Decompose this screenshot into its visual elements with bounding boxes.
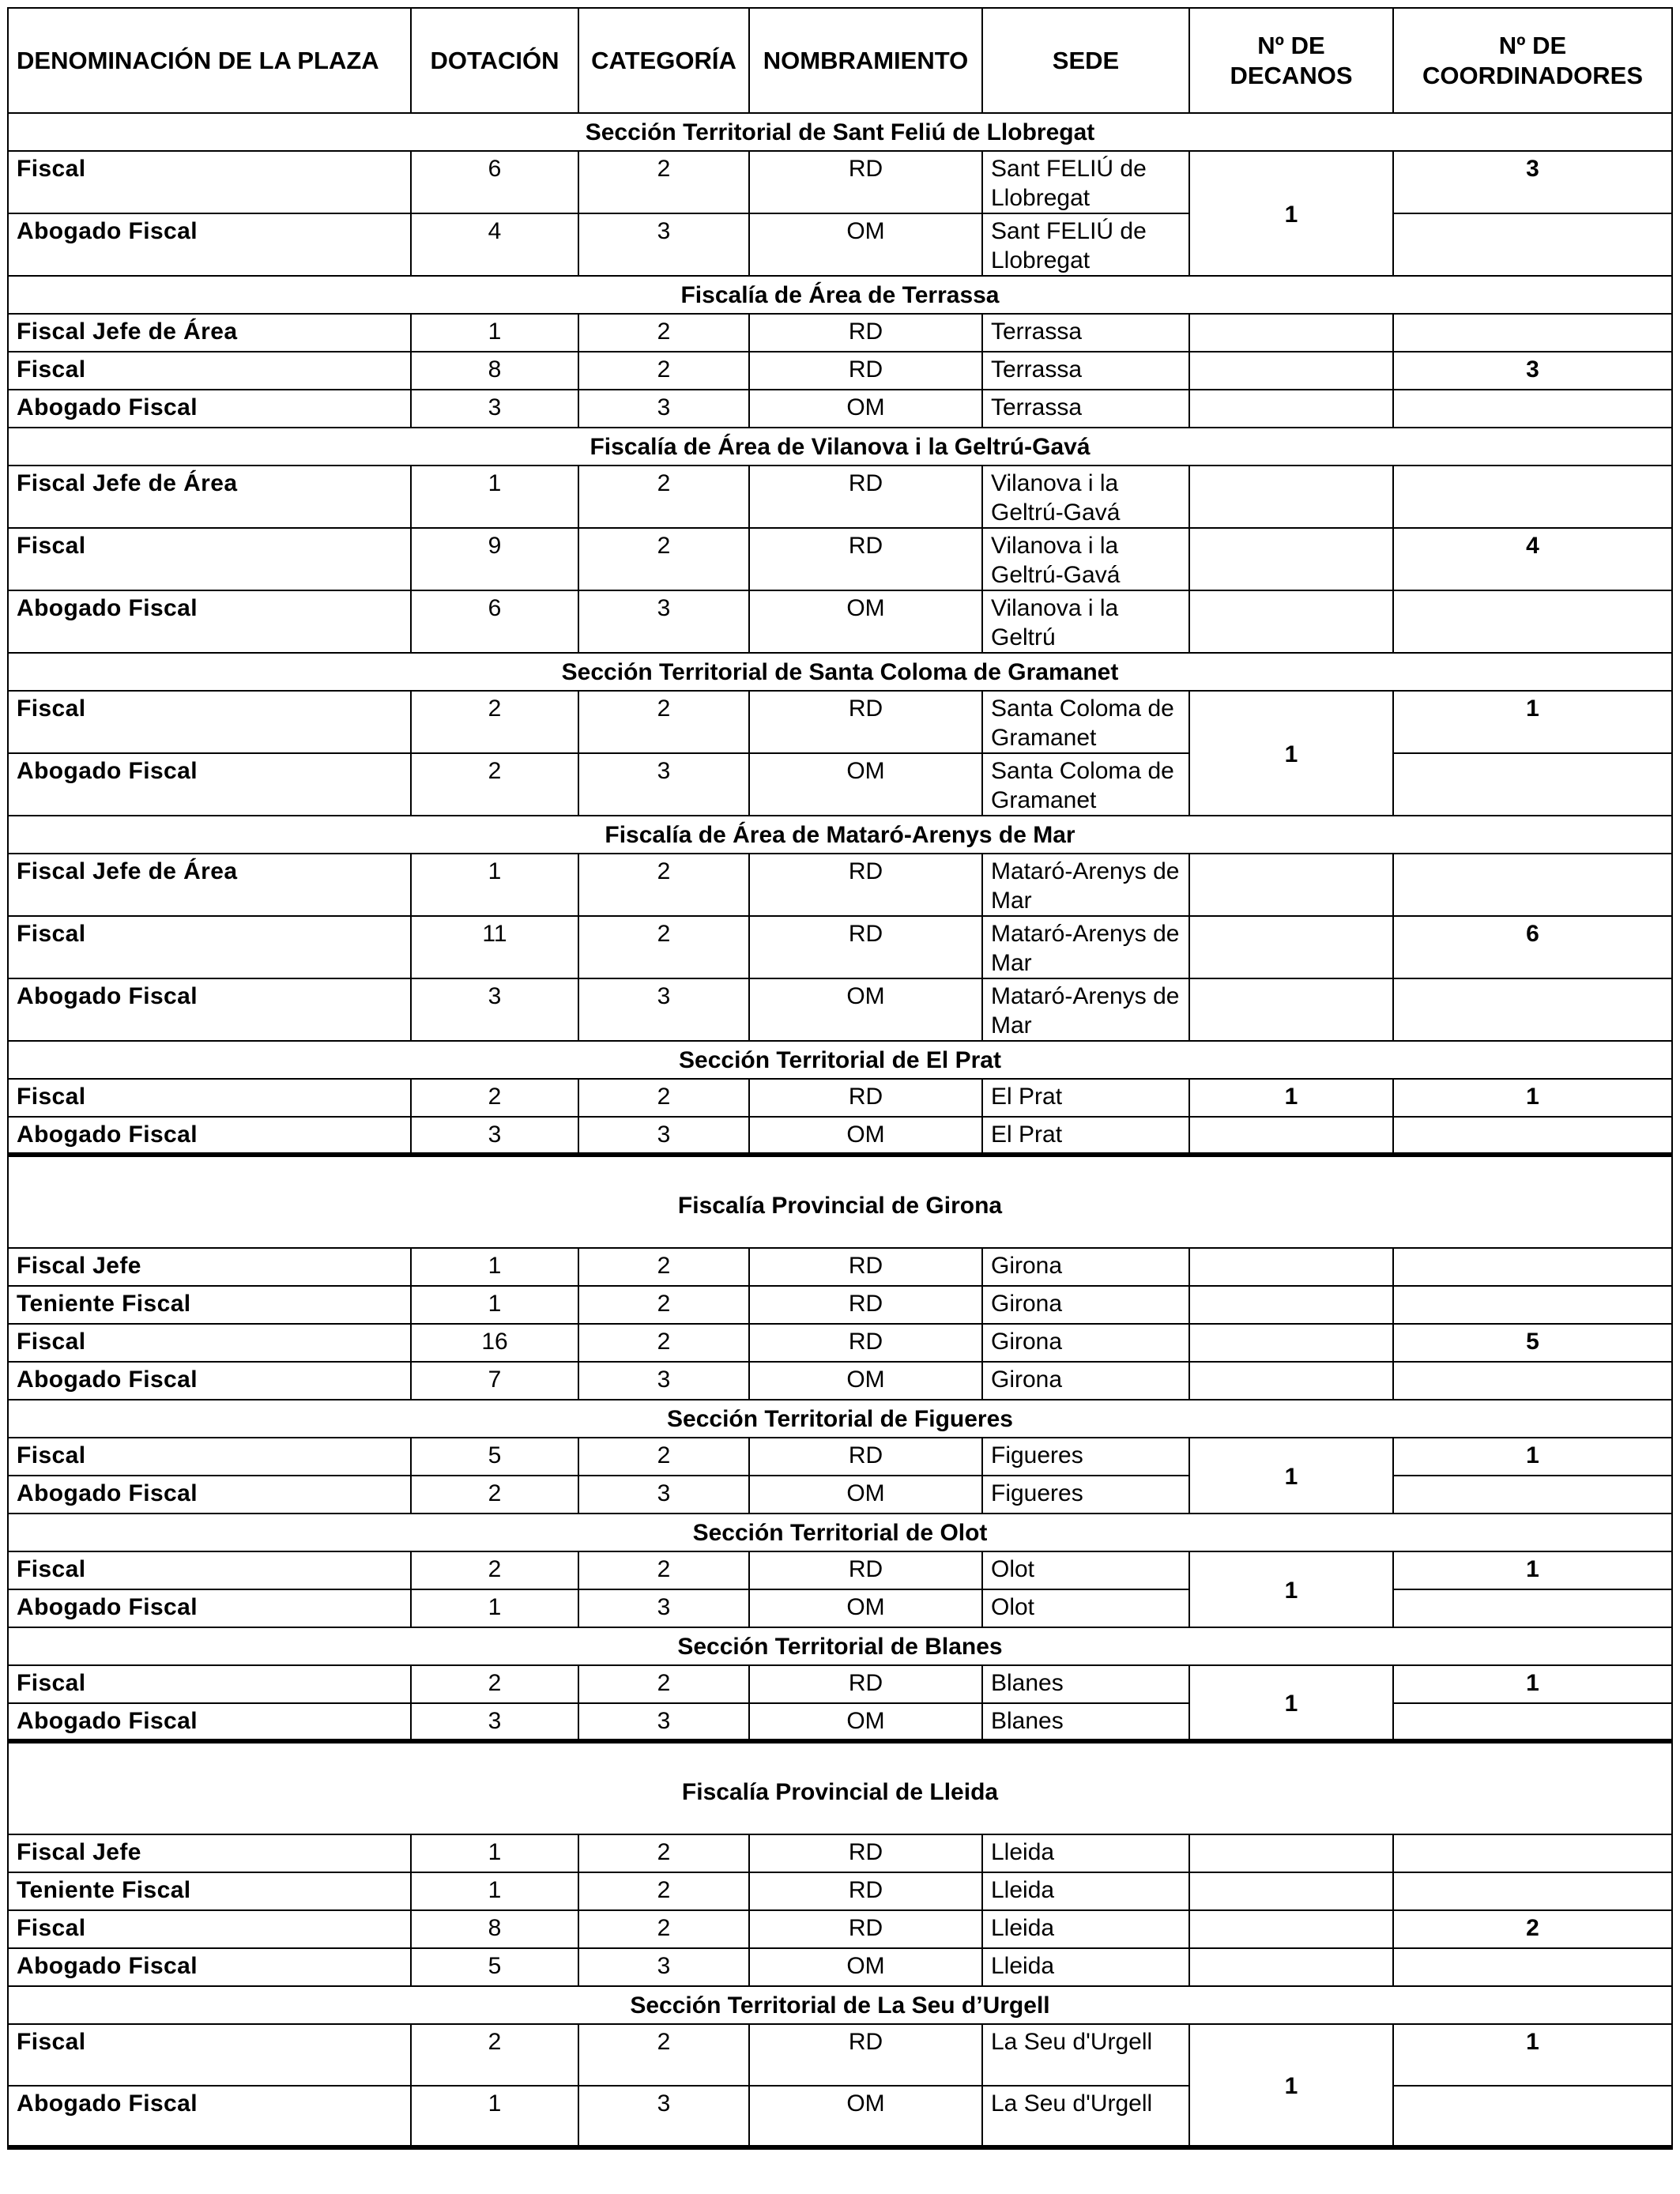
nombramiento-cell: RD	[749, 1438, 982, 1476]
sede-cell: Girona	[982, 1248, 1189, 1286]
table-row	[8, 1248, 1672, 1286]
nombramiento-cell: RD	[749, 314, 982, 352]
coordinadores-cell	[1393, 1362, 1672, 1400]
section-title-row	[8, 816, 1672, 854]
table-row	[8, 590, 1672, 653]
sede-cell: Figueres	[982, 1438, 1189, 1476]
dotacion-cell: 4	[411, 213, 578, 276]
categoria-cell: 2	[578, 691, 749, 753]
header-categoria: CATEGORÍA	[578, 8, 749, 113]
categoria-cell: 2	[578, 1324, 749, 1362]
nombramiento-cell: RD	[749, 1910, 982, 1948]
nombramiento-cell: OM	[749, 213, 982, 276]
plaza-cell: Fiscal Jefe	[8, 1248, 411, 1286]
table-row	[8, 1551, 1672, 1589]
coordinadores-cell	[1393, 1872, 1672, 1910]
decanos-cell: 1	[1189, 2024, 1393, 2147]
dotacion-cell: 1	[411, 466, 578, 528]
dotacion-cell: 1	[411, 2086, 578, 2147]
categoria-cell: 2	[578, 916, 749, 978]
plaza-cell: Fiscal	[8, 2024, 411, 2086]
plaza-cell: Fiscal	[8, 1438, 411, 1476]
coordinadores-cell	[1393, 1589, 1672, 1627]
categoria-cell: 3	[578, 1117, 749, 1155]
sede-cell: Blanes	[982, 1665, 1189, 1703]
decanos-cell	[1189, 1362, 1393, 1400]
section-title: Sección Territorial de La Seu d’Urgell	[8, 1986, 1672, 2024]
plaza-cell: Abogado Fiscal	[8, 590, 411, 653]
nombramiento-cell: RD	[749, 1872, 982, 1910]
categoria-cell: 2	[578, 2024, 749, 2086]
decanos-cell	[1189, 390, 1393, 428]
section-title: Fiscalía Provincial de Girona	[8, 1155, 1672, 1248]
dotacion-cell: 3	[411, 1117, 578, 1155]
table-row	[8, 1362, 1672, 1400]
sede-cell: Figueres	[982, 1476, 1189, 1514]
coordinadores-cell	[1393, 2086, 1672, 2147]
plaza-cell: Abogado Fiscal	[8, 978, 411, 1041]
section-title-row	[8, 276, 1672, 314]
section-title-row	[8, 1514, 1672, 1551]
plaza-cell: Fiscal	[8, 151, 411, 213]
decanos-cell: 1	[1189, 151, 1393, 276]
categoria-cell: 3	[578, 1362, 749, 1400]
section-title: Sección Territorial de Olot	[8, 1514, 1672, 1551]
dotacion-cell: 1	[411, 1589, 578, 1627]
categoria-cell: 2	[578, 528, 749, 590]
coordinadores-cell	[1393, 1703, 1672, 1741]
dotacion-cell: 1	[411, 1872, 578, 1910]
nombramiento-cell: OM	[749, 753, 982, 816]
table-body	[8, 8, 1672, 2147]
table-row	[8, 1324, 1672, 1362]
plaza-cell: Abogado Fiscal	[8, 390, 411, 428]
table-row	[8, 1589, 1672, 1627]
nombramiento-cell: RD	[749, 2024, 982, 2086]
coordinadores-cell	[1393, 213, 1672, 276]
header-nombramiento: NOMBRAMIENTO	[749, 8, 982, 113]
header-dotacion: DOTACIÓN	[411, 8, 578, 113]
categoria-cell: 2	[578, 1248, 749, 1286]
nombramiento-cell: RD	[749, 1665, 982, 1703]
categoria-cell: 3	[578, 1476, 749, 1514]
plaza-cell: Abogado Fiscal	[8, 753, 411, 816]
plaza-cell: Abogado Fiscal	[8, 1703, 411, 1741]
categoria-cell: 2	[578, 854, 749, 916]
table-row	[8, 978, 1672, 1041]
coordinadores-cell: 1	[1393, 1551, 1672, 1589]
table-row	[8, 1476, 1672, 1514]
dotacion-cell: 3	[411, 978, 578, 1041]
nombramiento-cell: OM	[749, 1589, 982, 1627]
decanos-cell	[1189, 1834, 1393, 1872]
plaza-cell: Abogado Fiscal	[8, 2086, 411, 2147]
table-row	[8, 390, 1672, 428]
coordinadores-cell: 3	[1393, 151, 1672, 213]
table-row	[8, 1872, 1672, 1910]
plaza-cell: Fiscal Jefe de Área	[8, 466, 411, 528]
dotacion-cell: 9	[411, 528, 578, 590]
nombramiento-cell: RD	[749, 1079, 982, 1117]
categoria-cell: 2	[578, 1872, 749, 1910]
sede-cell: La Seu d'Urgell	[982, 2024, 1189, 2086]
nombramiento-cell: RD	[749, 466, 982, 528]
nombramiento-cell: OM	[749, 390, 982, 428]
section-title: Sección Territorial de El Prat	[8, 1041, 1672, 1079]
section-title: Sección Territorial de Santa Coloma de Gramanet	[8, 653, 1672, 691]
coordinadores-cell	[1393, 978, 1672, 1041]
decanos-cell	[1189, 916, 1393, 978]
plaza-cell: Fiscal	[8, 1551, 411, 1589]
plaza-cell: Fiscal	[8, 1079, 411, 1117]
section-title: Fiscalía Provincial de Lleida	[8, 1741, 1672, 1834]
sede-cell: Lleida	[982, 1872, 1189, 1910]
section-title: Fiscalía de Área de Vilanova i la Geltrú-Gavá	[8, 428, 1672, 466]
dotacion-cell: 2	[411, 2024, 578, 2086]
table-row	[8, 2024, 1672, 2086]
table-row	[8, 528, 1672, 590]
sede-cell: El Prat	[982, 1117, 1189, 1155]
plaza-cell: Fiscal Jefe de Área	[8, 314, 411, 352]
decanos-cell	[1189, 1948, 1393, 1986]
sede-cell: Mataró-Arenys de Mar	[982, 916, 1189, 978]
coordinadores-cell: 1	[1393, 691, 1672, 753]
sede-cell: Terrassa	[982, 352, 1189, 390]
decanos-cell: 1	[1189, 1665, 1393, 1741]
coordinadores-cell	[1393, 753, 1672, 816]
header-coordinadores: Nº DE COORDINADORES	[1393, 8, 1672, 113]
dotacion-cell: 6	[411, 590, 578, 653]
coordinadores-cell	[1393, 1476, 1672, 1514]
dotacion-cell: 5	[411, 1948, 578, 1986]
plaza-cell: Fiscal	[8, 1665, 411, 1703]
nombramiento-cell: OM	[749, 590, 982, 653]
dotacion-cell: 3	[411, 390, 578, 428]
dotacion-cell: 8	[411, 1910, 578, 1948]
categoria-cell: 3	[578, 2086, 749, 2147]
sede-cell: Terrassa	[982, 390, 1189, 428]
table-row	[8, 151, 1672, 213]
decanos-cell	[1189, 1910, 1393, 1948]
sede-cell: Vilanova i la Geltrú-Gavá	[982, 528, 1189, 590]
dotacion-cell: 11	[411, 916, 578, 978]
coordinadores-cell: 4	[1393, 528, 1672, 590]
coordinadores-cell: 1	[1393, 1665, 1672, 1703]
categoria-cell: 3	[578, 1948, 749, 1986]
coordinadores-cell: 3	[1393, 352, 1672, 390]
section-title-row	[8, 1627, 1672, 1665]
coordinadores-cell: 2	[1393, 1910, 1672, 1948]
dotacion-cell: 2	[411, 1551, 578, 1589]
table-row	[8, 1286, 1672, 1324]
nombramiento-cell: OM	[749, 1476, 982, 1514]
table-row	[8, 1703, 1672, 1741]
coordinadores-cell	[1393, 1834, 1672, 1872]
decanos-cell	[1189, 590, 1393, 653]
dotacion-cell: 7	[411, 1362, 578, 1400]
nombramiento-cell: RD	[749, 352, 982, 390]
plaza-cell: Fiscal	[8, 1910, 411, 1948]
decanos-cell	[1189, 314, 1393, 352]
nombramiento-cell: OM	[749, 978, 982, 1041]
plaza-cell: Teniente Fiscal	[8, 1872, 411, 1910]
nombramiento-cell: OM	[749, 1703, 982, 1741]
plaza-cell: Abogado Fiscal	[8, 1589, 411, 1627]
categoria-cell: 2	[578, 314, 749, 352]
table-row	[8, 352, 1672, 390]
sede-cell: Lleida	[982, 1948, 1189, 1986]
categoria-cell: 2	[578, 1079, 749, 1117]
section-title-row	[8, 113, 1672, 151]
nombramiento-cell: RD	[749, 1286, 982, 1324]
nombramiento-cell: RD	[749, 528, 982, 590]
dotacion-cell: 8	[411, 352, 578, 390]
plaza-cell: Abogado Fiscal	[8, 1362, 411, 1400]
sede-cell: La Seu d'Urgell	[982, 2086, 1189, 2147]
nombramiento-cell: RD	[749, 1324, 982, 1362]
header-sede: SEDE	[982, 8, 1189, 113]
table-row	[8, 753, 1672, 816]
dotacion-cell: 5	[411, 1438, 578, 1476]
categoria-cell: 3	[578, 390, 749, 428]
dotacion-cell: 2	[411, 1665, 578, 1703]
categoria-cell: 2	[578, 352, 749, 390]
decanos-cell	[1189, 1872, 1393, 1910]
decanos-cell	[1189, 1324, 1393, 1362]
plaza-cell: Fiscal	[8, 528, 411, 590]
sede-cell: Olot	[982, 1589, 1189, 1627]
plaza-cell: Abogado Fiscal	[8, 1948, 411, 1986]
section-title-row	[8, 428, 1672, 466]
coordinadores-cell: 6	[1393, 916, 1672, 978]
sede-cell: Sant FELIÚ de Llobregat	[982, 213, 1189, 276]
plaza-cell: Fiscal Jefe	[8, 1834, 411, 1872]
decanos-cell	[1189, 978, 1393, 1041]
categoria-cell: 2	[578, 1910, 749, 1948]
nombramiento-cell: RD	[749, 691, 982, 753]
nombramiento-cell: RD	[749, 1551, 982, 1589]
coordinadores-cell	[1393, 1117, 1672, 1155]
table-row	[8, 466, 1672, 528]
plaza-cell: Fiscal	[8, 691, 411, 753]
nombramiento-cell: OM	[749, 1948, 982, 1986]
nombramiento-cell: RD	[749, 1248, 982, 1286]
table-row	[8, 1117, 1672, 1155]
decanos-cell: 1	[1189, 691, 1393, 816]
header-denominacion: DENOMINACIÓN DE LA PLAZA	[8, 8, 411, 113]
table-row	[8, 1438, 1672, 1476]
coordinadores-cell: 5	[1393, 1324, 1672, 1362]
table-row	[8, 854, 1672, 916]
section-title-row	[8, 1986, 1672, 2024]
coordinadores-cell	[1393, 1248, 1672, 1286]
dotacion-cell: 1	[411, 1834, 578, 1872]
table-row	[8, 213, 1672, 276]
coordinadores-cell	[1393, 466, 1672, 528]
table-row	[8, 916, 1672, 978]
categoria-cell: 3	[578, 590, 749, 653]
section-title-row	[8, 653, 1672, 691]
sede-cell: El Prat	[982, 1079, 1189, 1117]
sede-cell: Lleida	[982, 1834, 1189, 1872]
nombramiento-cell: RD	[749, 1834, 982, 1872]
decanos-cell: 1	[1189, 1551, 1393, 1627]
decanos-cell	[1189, 352, 1393, 390]
section-title: Fiscalía de Área de Mataró-Arenys de Mar	[8, 816, 1672, 854]
sede-cell: Girona	[982, 1362, 1189, 1400]
sede-cell: Lleida	[982, 1910, 1189, 1948]
coordinadores-cell	[1393, 854, 1672, 916]
section-title-row	[8, 1041, 1672, 1079]
table-row	[8, 1948, 1672, 1986]
section-title: Sección Territorial de Sant Feliú de Llobregat	[8, 113, 1672, 151]
dotacion-cell: 2	[411, 753, 578, 816]
categoria-cell: 2	[578, 1286, 749, 1324]
sede-cell: Mataró-Arenys de Mar	[982, 854, 1189, 916]
coordinadores-cell	[1393, 314, 1672, 352]
nombramiento-cell: RD	[749, 854, 982, 916]
decanos-cell	[1189, 1286, 1393, 1324]
decanos-cell: 1	[1189, 1438, 1393, 1514]
coordinadores-cell: 1	[1393, 2024, 1672, 2086]
table-row	[8, 2086, 1672, 2147]
table-row	[8, 1910, 1672, 1948]
sede-cell: Mataró-Arenys de Mar	[982, 978, 1189, 1041]
categoria-cell: 2	[578, 466, 749, 528]
section-title: Sección Territorial de Blanes	[8, 1627, 1672, 1665]
coordinadores-cell: 1	[1393, 1079, 1672, 1117]
categoria-cell: 3	[578, 753, 749, 816]
nombramiento-cell: OM	[749, 1362, 982, 1400]
categoria-cell: 2	[578, 1551, 749, 1589]
plaza-cell: Teniente Fiscal	[8, 1286, 411, 1324]
sede-cell: Girona	[982, 1324, 1189, 1362]
coordinadores-cell	[1393, 590, 1672, 653]
table-row	[8, 1834, 1672, 1872]
categoria-cell: 3	[578, 1589, 749, 1627]
nombramiento-cell: RD	[749, 151, 982, 213]
coordinadores-cell: 1	[1393, 1438, 1672, 1476]
categoria-cell: 2	[578, 151, 749, 213]
table-row	[8, 1079, 1672, 1117]
categoria-cell: 3	[578, 978, 749, 1041]
plaza-cell: Abogado Fiscal	[8, 1117, 411, 1155]
dotacion-cell: 1	[411, 1248, 578, 1286]
table-row	[8, 1665, 1672, 1703]
decanos-cell: 1	[1189, 1079, 1393, 1117]
plaza-cell: Fiscal	[8, 916, 411, 978]
categoria-cell: 3	[578, 1703, 749, 1741]
coordinadores-cell	[1393, 390, 1672, 428]
nombramiento-cell: OM	[749, 2086, 982, 2147]
categoria-cell: 2	[578, 1665, 749, 1703]
dotacion-cell: 2	[411, 1476, 578, 1514]
table-row	[8, 691, 1672, 753]
sede-cell: Girona	[982, 1286, 1189, 1324]
sede-cell: Santa Coloma de Gramanet	[982, 753, 1189, 816]
dotacion-cell: 1	[411, 314, 578, 352]
categoria-cell: 3	[578, 213, 749, 276]
header-row	[8, 8, 1672, 113]
sede-cell: Terrassa	[982, 314, 1189, 352]
section-title-row	[8, 1400, 1672, 1438]
header-decanos: Nº DE DECANOS	[1189, 8, 1393, 113]
decanos-cell	[1189, 1117, 1393, 1155]
categoria-cell: 2	[578, 1834, 749, 1872]
sede-cell: Sant FELIÚ de Llobregat	[982, 151, 1189, 213]
dotacion-cell: 6	[411, 151, 578, 213]
coordinadores-cell	[1393, 1948, 1672, 1986]
plaza-cell: Fiscal Jefe de Área	[8, 854, 411, 916]
provincial-title-row	[8, 1155, 1672, 1248]
nombramiento-cell: RD	[749, 916, 982, 978]
dotacion-cell: 3	[411, 1703, 578, 1741]
nombramiento-cell: OM	[749, 1117, 982, 1155]
decanos-cell	[1189, 854, 1393, 916]
plaza-cell: Abogado Fiscal	[8, 1476, 411, 1514]
sede-cell: Blanes	[982, 1703, 1189, 1741]
dotacion-cell: 2	[411, 1079, 578, 1117]
provincial-title-row	[8, 1741, 1672, 1834]
table-row	[8, 314, 1672, 352]
decanos-cell	[1189, 528, 1393, 590]
sede-cell: Santa Coloma de Gramanet	[982, 691, 1189, 753]
dotacion-cell: 16	[411, 1324, 578, 1362]
decanos-cell	[1189, 466, 1393, 528]
plaza-cell: Fiscal	[8, 352, 411, 390]
dotacion-cell: 2	[411, 691, 578, 753]
plaza-cell: Abogado Fiscal	[8, 213, 411, 276]
plantilla-table	[7, 7, 1673, 2150]
sede-cell: Vilanova i la Geltrú-Gavá	[982, 466, 1189, 528]
categoria-cell: 2	[578, 1438, 749, 1476]
coordinadores-cell	[1393, 1286, 1672, 1324]
decanos-cell	[1189, 1248, 1393, 1286]
dotacion-cell: 1	[411, 854, 578, 916]
sede-cell: Olot	[982, 1551, 1189, 1589]
sede-cell: Vilanova i la Geltrú	[982, 590, 1189, 653]
section-title: Fiscalía de Área de Terrassa	[8, 276, 1672, 314]
section-title: Sección Territorial de Figueres	[8, 1400, 1672, 1438]
plaza-cell: Fiscal	[8, 1324, 411, 1362]
dotacion-cell: 1	[411, 1286, 578, 1324]
